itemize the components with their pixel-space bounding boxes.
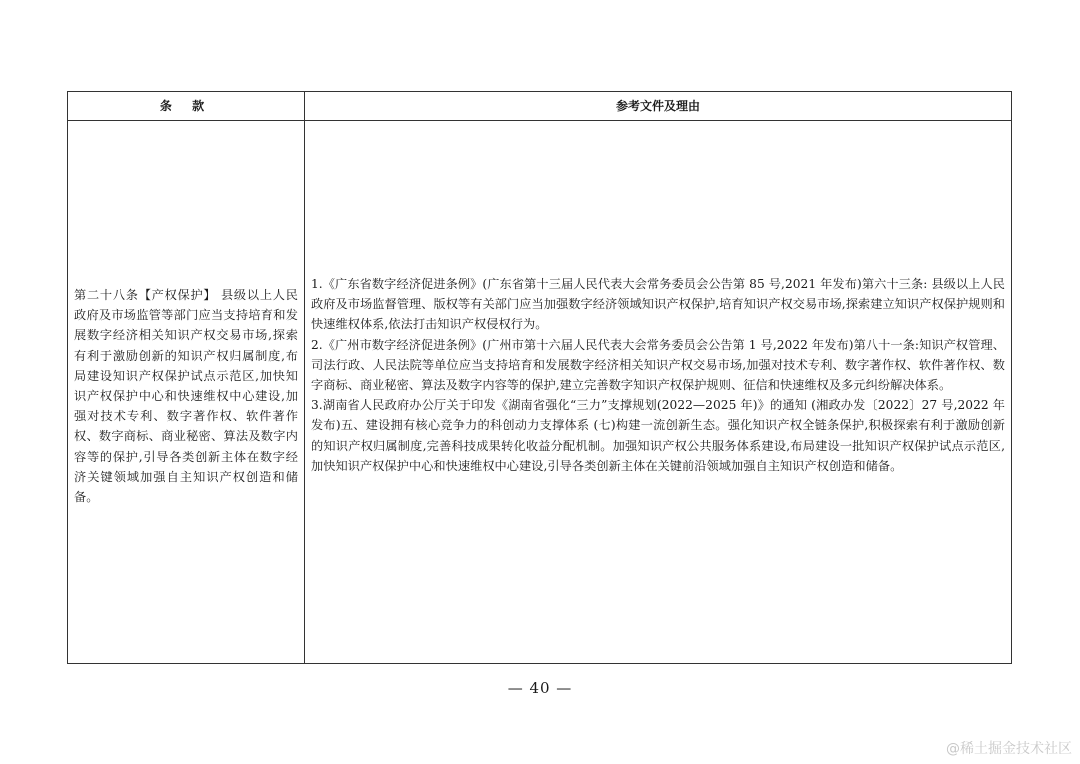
reference-item-3: 3.湖南省人民政府办公厅关于印发《湖南省强化“三力”支撑规划(2022—2025 年)》的通知 (湘政办发〔2022〕27 号,2022 年发布)五、建设拥有核心竞争力的科创动力支撑体系 (七)构建一流创新生态。强化知识产权全链条保护,积极探索有利于激励创新的知识产权归属制度,完善科技成果转化收益分配机制。加强知识产权公共服务体系建设,布局建设一批知识产权保护试点示范区,加快知识产权保护中心和快速维权中心建设,引导各类创新主体在关键前沿领域加强自主知识产权创造和储备。 bbox=[311, 398, 1005, 473]
regulation-table bbox=[67, 91, 1012, 664]
reference-item-1: 1.《广东省数字经济促进条例》(广东省第十三届人民代表大会常务委员会公告第 85 号,2021 年发布)第六十三条: 县级以上人民政府及市场监督管理、版权等有关部门应当加强数字经济领域知识产权保护,培育知识产权交易市场,探索建立知识产权保护规则和快速维权体系,依法打击知识产权侵权行为。 bbox=[311, 277, 1005, 332]
reference-item-2: 2.《广州市数字经济促进条例》(广州市第十六届人民代表大会常务委员会公告第 1 号,2022 年发布)第八十一条:知识产权管理、司法行政、人民法院等单位应当支持培育和发展数字经济相关知识产权交易市场,加强对技术专利、数字著作权、软件著作权、数字商标、商业秘密、算法及数字内容等的保护,建立完善数字知识产权保护规则、征信和快速维权及多元纠纷解决体系。 bbox=[311, 337, 1005, 393]
references-cell bbox=[311, 274, 1005, 476]
clause-cell bbox=[74, 285, 298, 507]
watermark: @稀土掘金技术社区 bbox=[946, 741, 1072, 757]
table-header-row bbox=[68, 92, 1011, 121]
column-divider bbox=[304, 92, 305, 663]
header-references: 参考文件及理由 bbox=[615, 99, 700, 113]
header-clause: 条 款 bbox=[159, 99, 213, 113]
page-number: — 40 — bbox=[507, 679, 573, 697]
clause-text: 第二十八条【产权保护】 县级以上人民政府及市场监管等部门应当支持培育和发展数字经济相关知识产权交易市场,探索有利于激励创新的知识产权归属制度,布局建设知识产权保护试点示范区,加快知识产权保护中心和快速维权中心建设,加强对技术专利、数字著作权、软件著作权、数字商标、商业秘密、算法及数字内容等的保护,引导各类创新主体在数字经济关键领域加强自主知识产权创造和储备。 bbox=[74, 288, 298, 505]
